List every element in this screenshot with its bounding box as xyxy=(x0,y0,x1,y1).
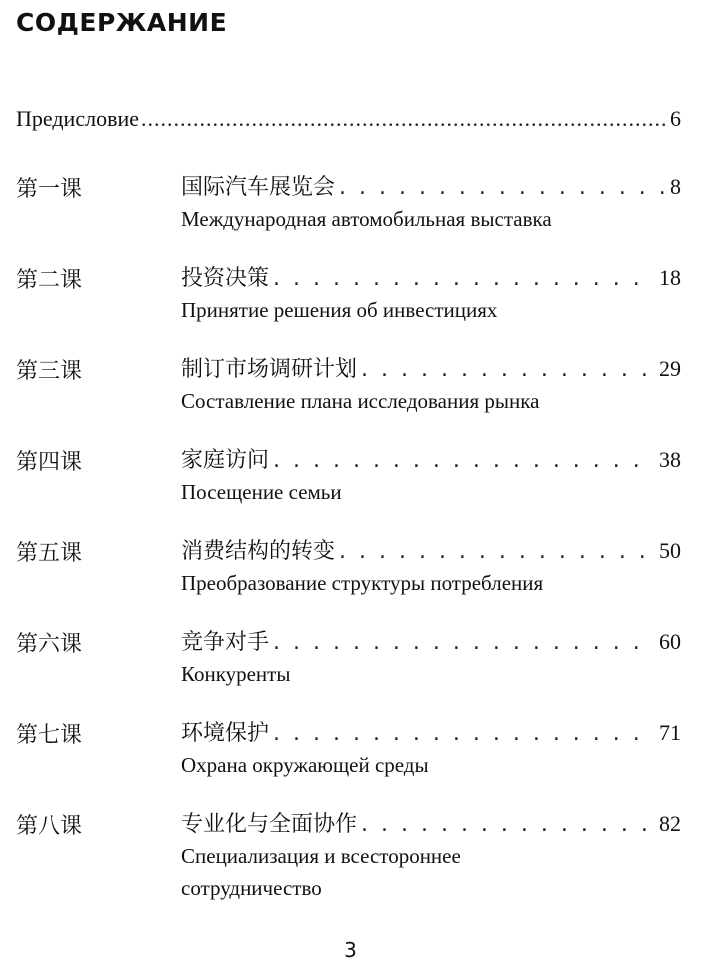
lesson-title-ru: Преобразование структуры потребления xyxy=(181,571,544,595)
lesson-title-ru: Конкуренты xyxy=(181,662,291,686)
lesson-title-ru: Принятие решения об инвестициях xyxy=(181,298,498,322)
preface-page-number: 6 xyxy=(670,106,681,131)
lesson-title-zh: 专业化与全面协作 xyxy=(181,812,358,837)
lesson-page-number: 71 xyxy=(659,720,681,745)
preface-label: Предисловие xyxy=(16,106,139,131)
lesson-page-number: 18 xyxy=(659,265,681,290)
lesson-title-zh: 家庭访问 xyxy=(181,448,270,473)
lesson-number-label: 第二课 xyxy=(16,268,83,293)
lesson-title-zh: 环境保护 xyxy=(181,721,270,746)
lesson-title-ru-continued: сотрудничество xyxy=(181,876,322,900)
lesson-title-zh: 竞争对手 xyxy=(181,630,270,655)
lesson-title-ru: Охрана окружающей среды xyxy=(181,753,429,777)
dot-leader xyxy=(361,810,655,840)
lesson-page-number: 50 xyxy=(659,538,681,563)
page-number-footer: 3 xyxy=(344,938,357,962)
toc-entry-preface[interactable] xyxy=(16,106,681,132)
dot-leader xyxy=(273,719,655,749)
lesson-page-number: 60 xyxy=(659,629,681,654)
lesson-page-number: 29 xyxy=(659,356,681,381)
lesson-title-ru: Составление плана исследования рынка xyxy=(181,389,540,413)
dot-leader xyxy=(141,106,668,132)
lesson-title-ru: Посещение семьи xyxy=(181,480,342,504)
lesson-title-zh: 投资决策 xyxy=(181,266,270,291)
dot-leader xyxy=(273,628,655,658)
lesson-number-label: 第七课 xyxy=(16,723,83,748)
dot-leader xyxy=(273,264,655,294)
lesson-title-ru: Международная автомобильная выставка xyxy=(181,207,552,231)
lesson-title-zh: 国际汽车展览会 xyxy=(181,175,336,200)
lesson-title-zh: 制订市场调研计划 xyxy=(181,357,358,382)
lesson-page-number: 38 xyxy=(659,447,681,472)
lesson-number-label: 第五课 xyxy=(16,541,83,566)
lesson-number-label: 第六课 xyxy=(16,632,83,657)
lesson-number-label: 第八课 xyxy=(16,814,83,839)
lesson-title-zh: 消费结构的转变 xyxy=(181,539,336,564)
lesson-number-label: 第四课 xyxy=(16,450,83,475)
dot-leader xyxy=(273,446,655,476)
page-title: СОДЕРЖАНИЕ xyxy=(16,8,228,37)
lesson-page-number: 8 xyxy=(670,174,681,199)
lesson-number-label: 第三课 xyxy=(16,359,83,384)
lesson-page-number: 82 xyxy=(659,811,681,836)
dot-leader xyxy=(361,355,655,385)
dot-leader xyxy=(339,173,666,203)
lesson-title-ru: Специализация и всестороннее xyxy=(181,844,461,868)
dot-leader xyxy=(339,537,655,567)
lesson-number-label: 第一课 xyxy=(16,177,83,202)
